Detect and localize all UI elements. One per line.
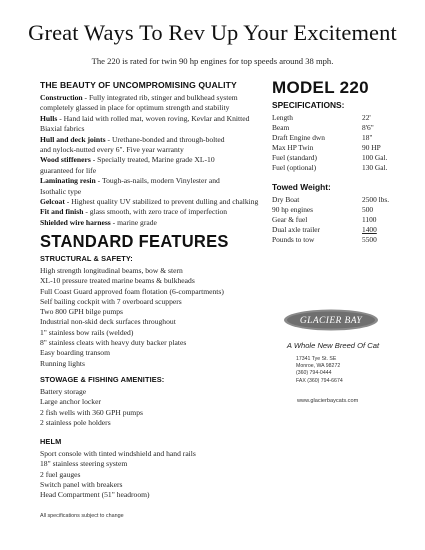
feature-item: XL-10 pressure treated marine beams & bulkheads [40,276,195,286]
spec-label: Length [272,113,293,122]
spec-value: 2500 lbs. [362,195,390,204]
quality-line [40,114,270,124]
subhead: The 220 is rated for twin 90 hp engines for top speeds around 38 mph. [91,56,334,66]
stowage-fishing-group [40,375,270,428]
quality-line [40,103,270,113]
spec-row [272,235,400,245]
quality-text: - marine grade [110,217,157,227]
spec-row [272,205,400,215]
quality-text: Isothalic type [40,186,82,196]
address-line: 17341 Tye St. SE [296,356,337,362]
feature-item: Two 800 GPH bilge pumps [40,307,124,317]
phone-line: (360) 794-0444 [296,370,332,377]
spec-row [272,153,400,163]
spec-row [272,113,400,123]
quality-line [40,187,270,197]
quality-term: Fit and finish [40,207,84,217]
standard-features-title: STANDARD FEATURES [40,232,229,252]
quality-text: - Specially treated, Marine grade XL-10 [90,155,215,165]
spec-label: Draft Engine dwn [272,133,325,143]
spec-value: 22' [362,113,371,122]
feature-item: Head Compartment (51" headroom) [40,490,150,500]
address-block [296,356,386,385]
feature-item: High strength longitudinal beams, bow & stern [40,266,183,275]
quality-text: guaranteed for life [40,165,97,175]
feature-item: 18" stainless steering system [40,459,128,469]
stowage-fishing-list [40,387,270,428]
spec-row [272,143,400,153]
quality-text: - Urethane-bonded and through-bolted [105,134,225,144]
quality-text: completely glassed in place for optimum strength and stability [40,103,230,113]
quality-line [40,135,270,145]
quality-title: THE BEAUTY OF UNCOMPROMISING QUALITY [40,80,237,90]
address-line: Monroe, WA 98272 [296,363,341,370]
quality-text: Biaxial fabrics [40,124,85,134]
spec-value: 8'6" [362,123,374,133]
helm-list [40,449,270,500]
structural-safety-list [40,266,270,369]
specifications-rows [272,113,400,174]
quality-line [40,197,270,207]
quality-section [40,80,270,228]
feature-item: Battery storage [40,387,87,396]
spec-value: 5500 [362,235,377,245]
quality-text: - Highest quality UV stabilized to prevent dulling and chalking [64,197,259,207]
quality-term: Shielded wire harness [40,217,111,227]
specifications-table [272,100,400,174]
feature-item: Running lights [40,358,85,368]
feature-item: 2 stainless pole holders [40,417,111,427]
spec-label: Fuel (standard) [272,153,317,163]
spec-value: 90 HP [362,143,381,153]
spec-label: Pounds to tow [272,235,315,245]
feature-item: Easy boarding transom [40,348,111,358]
feature-item: 2 fish wells with 360 GPH pumps [40,407,143,417]
quality-term: Construction [40,93,83,102]
quality-line [40,166,270,176]
spec-row [272,195,400,205]
footnote: All specifications subject to change [40,513,124,519]
feature-item: 8" stainless cleats with heavy duty backer plates [40,338,187,348]
feature-item: Industrial non-skid deck surfaces throughout [40,317,176,327]
helm-group [40,437,270,500]
spec-label: Gear & fuel [272,215,308,225]
tagline: A Whole New Breed Of Cat [286,341,380,350]
fax-line: FAX (360) 794-6674 [296,377,343,384]
quality-text: - Fully integrated rib, stinger and bulkhead system [82,93,238,102]
spec-value: 1400 [362,225,377,235]
spec-value: 18" [362,133,373,143]
quality-line [40,207,270,217]
quality-text: and nylock-nutted every 6". Five year warranty [40,145,184,155]
feature-item: Switch panel with breakers [40,479,123,489]
quality-term: Hull and deck joints [40,134,106,144]
quality-term: Gelcoat [40,197,65,207]
quality-line [40,93,270,103]
spec-label: Max HP Twin [272,143,314,153]
quality-term: Laminating resin [40,176,96,186]
headline: Great Ways To Rev Up Your Excitement [28,20,397,45]
quality-line [40,145,270,155]
quality-list [40,93,270,228]
model-title: MODEL 220 [272,78,369,97]
structural-safety-title: STRUCTURAL & SAFETY: [40,254,133,263]
spec-row [272,163,400,173]
quality-text: - glass smooth, with zero trace of imperfection [83,207,228,217]
spec-row [272,133,400,143]
quality-term: Hulls [40,113,58,123]
spec-value: 130 Gal. [362,163,388,173]
spec-label: Dual axle trailer [272,225,321,235]
helm-title: HELM [40,437,62,446]
quality-text: - Tough-as-nails, modern Vinylester and [95,176,220,186]
quality-text: - Hand laid with rolled mat, woven roving, Kevlar and Knitted [57,113,250,123]
spec-row [272,215,400,225]
quality-line [40,155,270,165]
spec-label: Dry Boat [272,195,300,204]
spec-row [272,123,400,133]
website-link[interactable]: www.glacierbaycats.com [297,398,359,404]
quality-term: Wood stiffeners [40,155,91,165]
towed-weight-table [272,182,400,245]
logo-text: GLACIER BAY [299,316,363,326]
towed-weight-title: Towed Weight: [272,182,331,192]
spec-value: 100 Gal. [362,153,388,163]
quality-line [40,124,270,134]
feature-item: Large anchor locker [40,397,101,407]
quality-line [40,176,270,186]
spec-label: 90 hp engines [272,205,314,215]
feature-item: 1" stainless bow rails (welded) [40,327,134,337]
glacier-bay-logo [283,309,379,331]
spec-value: 500 [362,205,374,215]
feature-item: Full Coast Guard approved foam flotation (6-compartments) [40,286,224,296]
specifications-title: SPECIFICATIONS: [272,100,345,110]
spec-label: Beam [272,123,290,133]
feature-item: Sport console with tinted windshield and hand rails [40,449,196,458]
spec-row [272,225,400,235]
stowage-fishing-title: STOWAGE & FISHING AMENITIES: [40,375,165,384]
towed-weight-rows [272,195,400,245]
quality-line [40,218,270,228]
feature-item: 2 fuel gauges [40,469,81,479]
spec-value: 1100 [362,215,377,225]
spec-label: Fuel (optional) [272,163,317,173]
structural-safety-group [40,254,270,369]
feature-item: Self bailing cockpit with 7 overboard scuppers [40,296,182,306]
